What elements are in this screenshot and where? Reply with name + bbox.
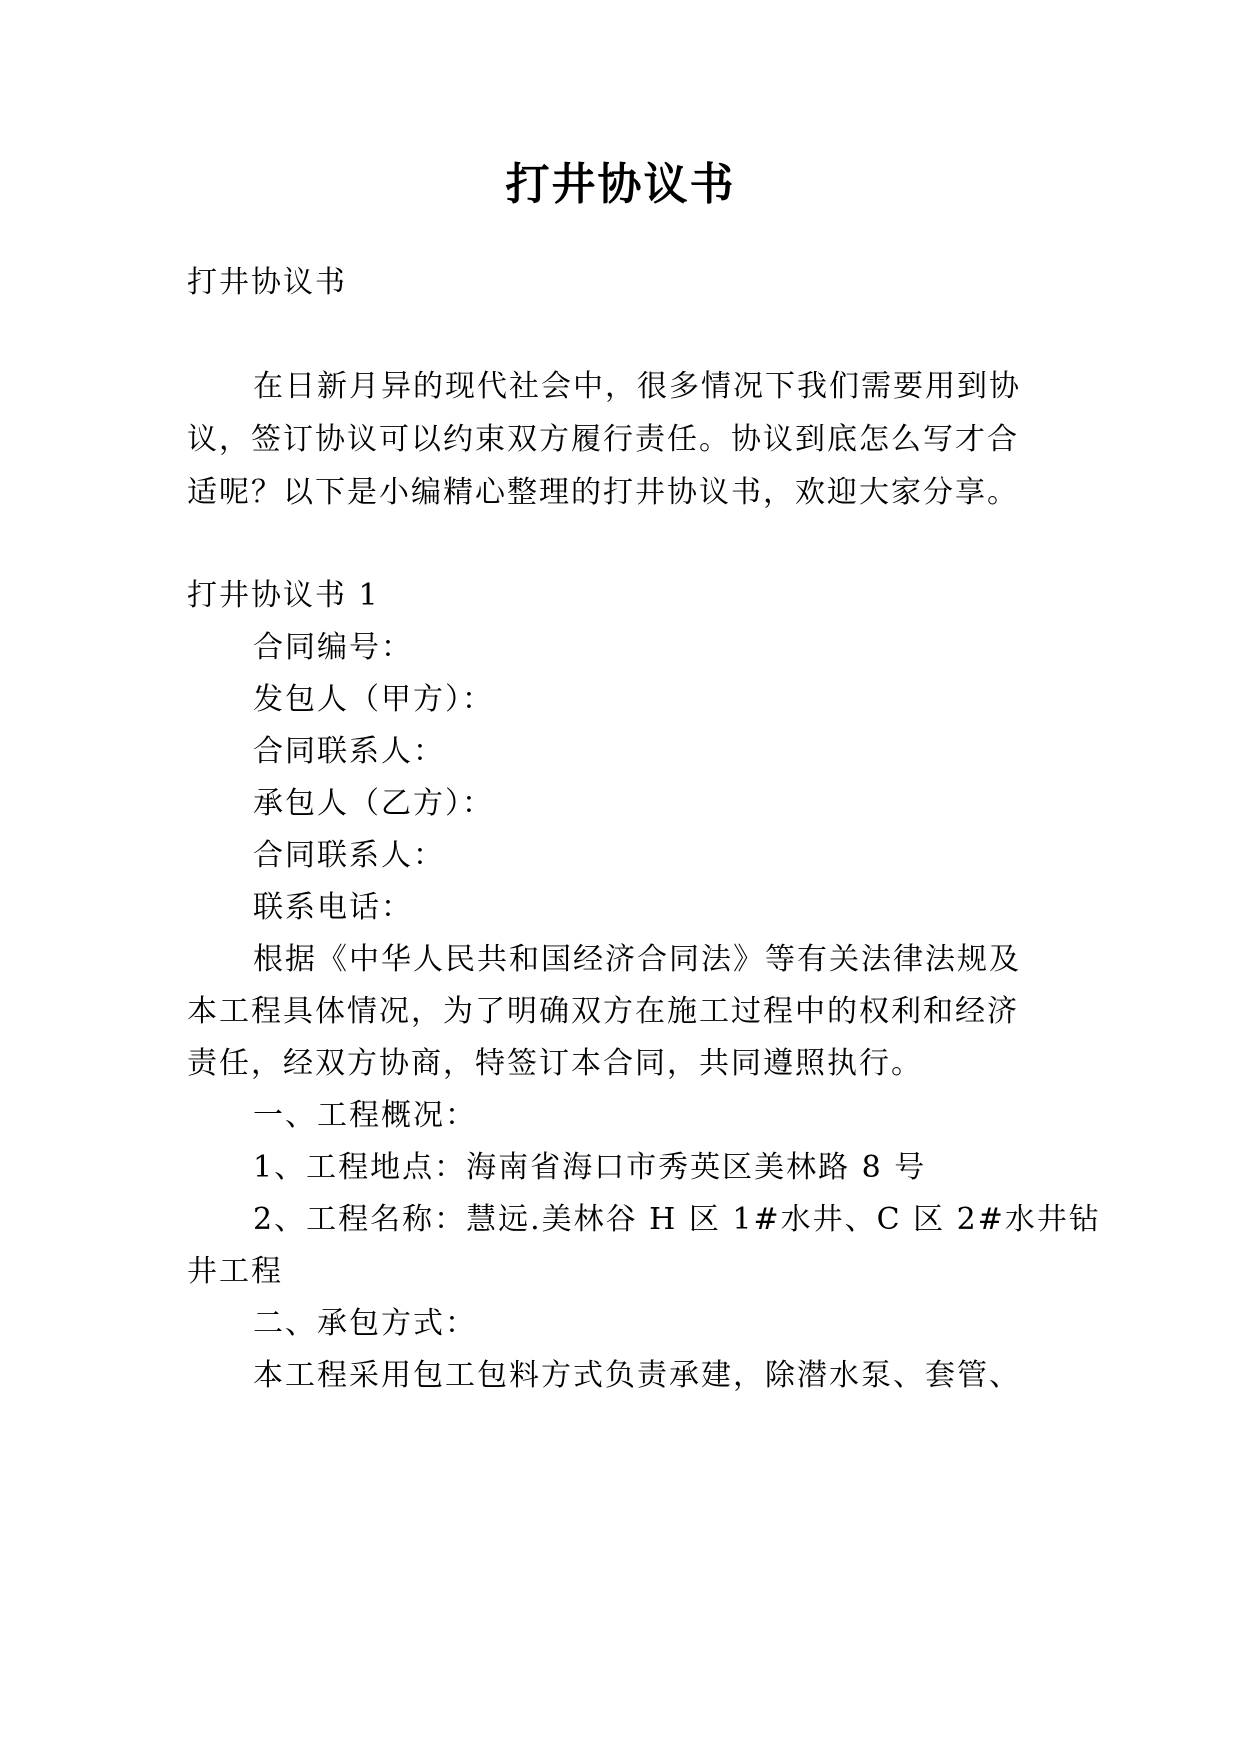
- section-heading: 打井协议书 1: [187, 578, 380, 613]
- intro-line-2: 议，签订协议可以约束双方履行责任。协议到底怎么写才合: [187, 422, 1019, 457]
- intro-line-3: 适呢？以下是小编精心整理的打井协议书，欢迎大家分享。: [187, 475, 1019, 510]
- basis-line-3: 责任，经双方协商，特签订本合同，共同遵照执行。: [187, 1046, 923, 1081]
- contract-heading: 二、承包方式：: [253, 1306, 477, 1341]
- document-title: 打井协议书: [505, 159, 736, 210]
- project-location: 1、工程地点：海南省海口市秀英区美林路 8 号: [253, 1150, 927, 1185]
- field-party-a: 发包人（甲方）：: [253, 682, 494, 717]
- basis-line-2: 本工程具体情况，为了明确双方在施工过程中的权利和经济: [187, 994, 1019, 1029]
- basis-line-1: 根据《中华人民共和国经济合同法》等有关法律法规及: [253, 942, 1021, 977]
- field-phone: 联系电话：: [253, 890, 413, 925]
- project-name-line-1: 2、工程名称：慧远.美林谷 H 区 1#水井、C 区 2#水井钻: [253, 1202, 1101, 1237]
- project-name-line-2: 井工程: [187, 1254, 283, 1289]
- field-contact-a: 合同联系人：: [253, 734, 445, 769]
- intro-line-1: 在日新月异的现代社会中，很多情况下我们需要用到协: [253, 369, 1021, 404]
- document-subtitle: 打井协议书: [187, 265, 347, 300]
- overview-heading: 一、工程概况：: [253, 1098, 477, 1133]
- field-contract-number: 合同编号：: [253, 630, 413, 665]
- field-party-b: 承包人（乙方）：: [253, 786, 494, 821]
- contract-text: 本工程采用包工包料方式负责承建，除潜水泵、套管、: [253, 1358, 1021, 1393]
- field-contact-b: 合同联系人：: [253, 838, 445, 873]
